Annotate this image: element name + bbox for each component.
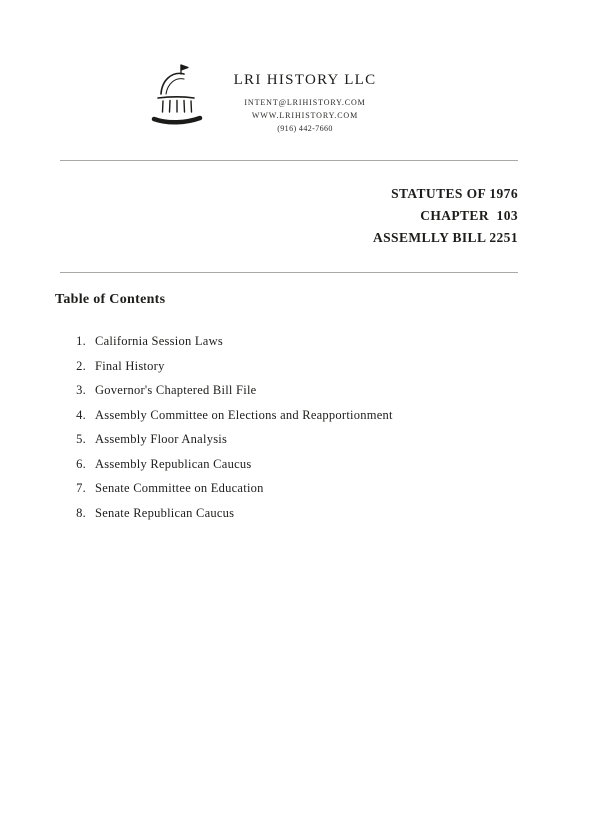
toc-item-label: Assembly Floor Analysis — [95, 432, 228, 446]
contact-website: WWW.LRIHISTORY.COM — [251, 111, 359, 120]
divider-top — [60, 160, 518, 161]
toc-item-number: 2. — [76, 358, 86, 373]
company-name: LRI HISTORY LLC — [233, 72, 377, 88]
toc-item-label: Senate Republican Caucus — [95, 505, 235, 520]
toc-item-label: Assembly Republican Caucus — [95, 456, 252, 471]
toc-item — [70, 409, 600, 422]
toc-item-number: 8. — [76, 505, 86, 520]
toc-item-number: 1. — [76, 334, 86, 348]
capitol-dome-logo-icon — [146, 62, 208, 134]
letterhead-text — [230, 72, 380, 135]
toc-item — [70, 482, 600, 495]
toc-item — [70, 384, 600, 397]
toc-item-number: 5. — [76, 432, 86, 446]
toc-item — [70, 433, 600, 446]
chapter-line: CHAPTER 103 — [420, 208, 518, 223]
divider-bottom — [60, 272, 518, 273]
toc-item-label: Final History — [95, 358, 165, 373]
toc-item-number: 4. — [76, 407, 86, 422]
toc-item-number: 6. — [76, 456, 86, 471]
toc-item-label: California Session Laws — [95, 334, 223, 348]
toc-item — [70, 458, 600, 471]
contact-phone: (916) 442-7660 — [277, 124, 333, 133]
toc-item-label: Governor's Chaptered Bill File — [95, 383, 257, 397]
document-title-block — [0, 183, 518, 249]
toc-item-number: 3. — [76, 383, 86, 397]
toc-item-label: Assembly Committee on Elections and Reapportionment — [95, 407, 393, 422]
toc-title: Table of Contents — [55, 292, 166, 307]
toc-list — [70, 335, 600, 519]
letterhead — [146, 62, 600, 135]
toc-item — [70, 335, 600, 348]
bill-line: ASSEMLLY BILL 2251 — [372, 230, 518, 245]
document-page — [0, 62, 600, 838]
toc-item — [70, 360, 600, 373]
statutes-line: STATUTES OF 1976 — [391, 186, 518, 201]
toc-item-number: 7. — [76, 481, 86, 495]
toc-item-label: Senate Committee on Education — [95, 481, 264, 495]
contact-email: INTENT@LRIHISTORY.COM — [244, 98, 366, 107]
toc-item — [70, 507, 600, 520]
